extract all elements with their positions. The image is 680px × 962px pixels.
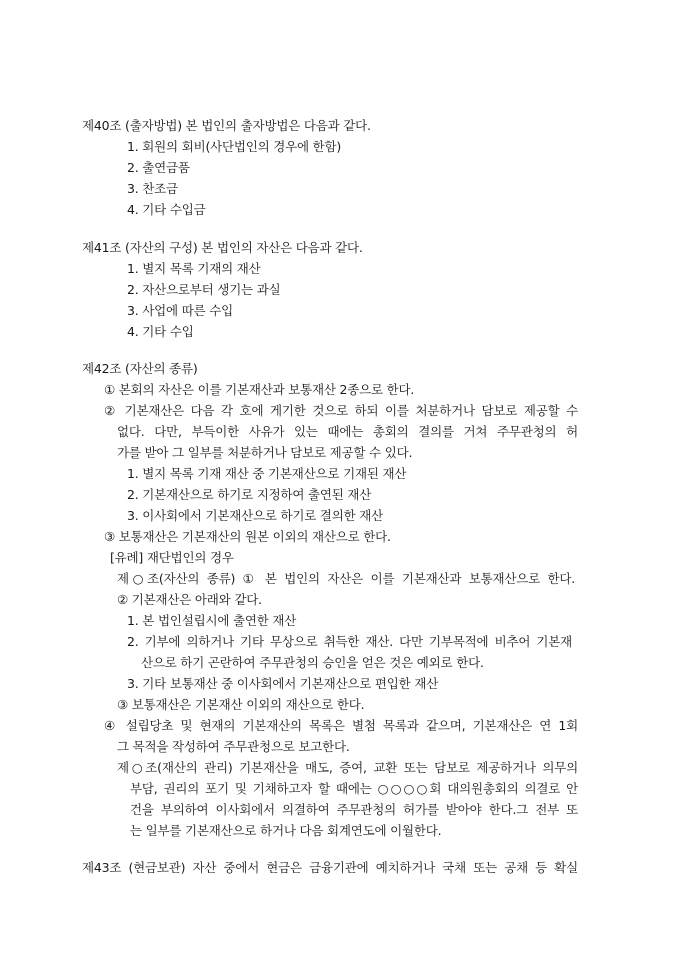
article-40-item-3: 3. 찬조금 bbox=[127, 181, 178, 196]
example-article-management-line-4: 는 일부를 기본재산으로 하거나 다음 회계연도에 이월한다. bbox=[130, 823, 442, 838]
article-41-heading: 제41조 (자산의 구성) 본 법인의 자산은 다음과 같다. bbox=[82, 240, 363, 255]
clause-3: ③ 보통재산은 기본재산의 원본 이외의 재산으로 한다. bbox=[104, 529, 391, 544]
clause-2-line-1: ② 기본재산은 다음 각 호에 게기한 것으로 하되 이를 처분하거나 담보로 제공할 수 bbox=[104, 403, 578, 418]
example-clause-2: ② 기본재산은 아래와 같다. bbox=[117, 592, 262, 607]
example-item-2-line-2: 산으로 하기 곤란하여 주무관청의 승인을 얻은 것은 예외로 한다. bbox=[141, 655, 484, 670]
example-article-management-line-1: 제○조(재산의 관리) 기본재산을 매도, 증여, 교환 또는 담보로 제공하거나 의무의 bbox=[117, 760, 578, 775]
clause-4-line-2: 그 목적을 작성하여 주무관청으로 보고한다. bbox=[117, 739, 350, 754]
article-43-heading: 제43조 (현금보관) 자산 중에서 현금은 금융기관에 예치하거나 국채 또는 공채 등 확실 bbox=[82, 860, 578, 875]
example-label: [유례] 재단법인의 경우 bbox=[110, 550, 234, 565]
article-40-heading: 제40조 (출자방법) 본 법인의 출자방법은 다음과 같다. bbox=[82, 118, 371, 133]
article-40-item-2: 2. 출연금품 bbox=[127, 160, 190, 175]
clause-2-item-3: 3. 이사회에서 기본재산으로 하기로 결의한 재산 bbox=[127, 508, 384, 523]
example-article-management-line-2: 부담, 권리의 포기 및 기채하고자 할 때에는 ○○○○회 대의원총회의 의결로 안 bbox=[130, 781, 578, 796]
article-41-item-3: 3. 사업에 따른 수입 bbox=[127, 303, 233, 318]
clause-4-line-1: ④ 설립당초 및 현재의 기본재산의 목록은 별첨 목록과 같으며, 기본재산은 연 1회 bbox=[104, 718, 578, 733]
article-42-heading: 제42조 (자산의 종류) bbox=[82, 361, 198, 376]
example-item-2-line-1: 2. 기부에 의하거나 기타 무상으로 취득한 재산. 다만 기부목적에 비추어 기본재 bbox=[127, 634, 572, 649]
article-40-item-1: 1. 회원의 회비(사단법인의 경우에 한함) bbox=[127, 139, 342, 154]
article-40-item-4: 4. 기타 수입금 bbox=[127, 202, 206, 217]
article-41-item-2: 2. 자산으로부터 생기는 과실 bbox=[127, 282, 281, 297]
example-clause-3: ③ 보통재산은 기본재산 이외의 재산으로 한다. bbox=[117, 697, 365, 712]
example-item-1: 1. 본 법인설립시에 출연한 재산 bbox=[127, 613, 297, 628]
article-41-item-4: 4. 기타 수입 bbox=[127, 324, 194, 339]
example-article-management-line-3: 건을 부의하여 이사회에서 의결하여 주무관청의 허가를 받아야 한다.그 전부 또 bbox=[130, 802, 578, 817]
clause-2-line-2: 없다. 다만, 부득이한 사유가 있는 때에는 총회의 결의를 거쳐 주무관청의 허 bbox=[117, 424, 578, 439]
article-41-item-1: 1. 별지 목록 기재의 재산 bbox=[127, 261, 261, 276]
example-item-3: 3. 기타 보통재산 중 이사회에서 기본재산으로 편입한 재산 bbox=[127, 676, 439, 691]
clause-2-item-1: 1. 별지 목록 기재 재산 중 기본재산으로 기재된 재산 bbox=[127, 466, 407, 481]
clause-1: ① 본회의 자산은 이를 기본재산과 보통재산 2종으로 한다. bbox=[104, 382, 415, 397]
clause-2-line-3: 가를 받아 그 일부를 처분하거나 담보로 제공할 수 있다. bbox=[117, 445, 413, 460]
example-article-assets: 제○조(자산의 종류) ① 본 법인의 자산은 이를 기본재산과 보통재산으로 한다. bbox=[117, 571, 575, 586]
clause-2-item-2: 2. 기본재산으로 하기로 지정하여 출연된 재산 bbox=[127, 487, 372, 502]
